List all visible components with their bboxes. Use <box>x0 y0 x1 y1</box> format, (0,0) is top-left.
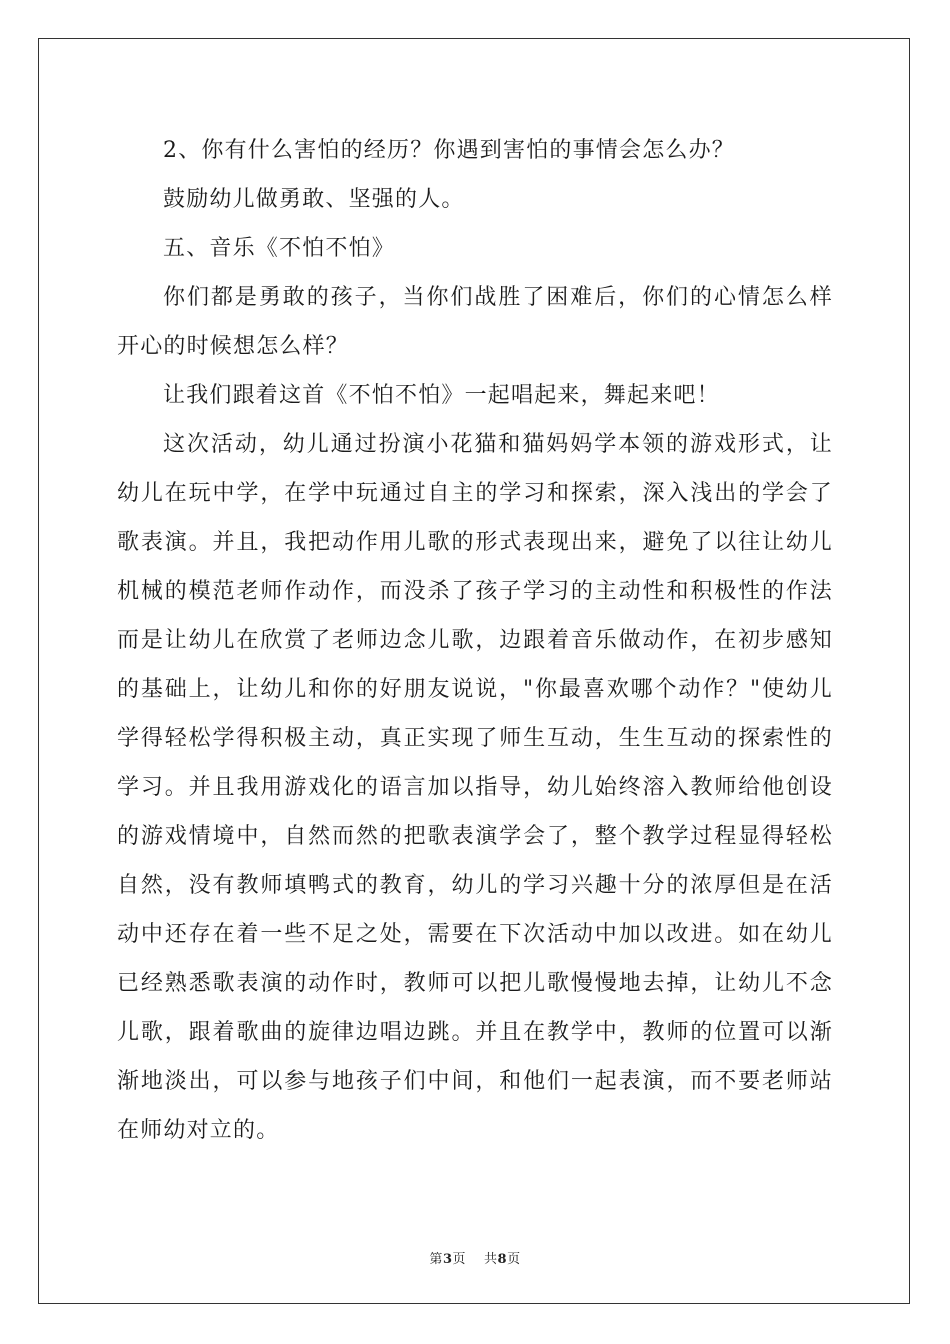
text-line: 的游戏情境中，自然而然的把歌表演学会了，整个教学过程显得轻松 <box>117 824 833 849</box>
text-line: 你们都是勇敢的孩子，当你们战胜了困难后，你们的心情怎么样 <box>163 285 833 310</box>
text-line: 的基础上，让幼儿和你的好朋友说说，"你最喜欢哪个动作？"使幼儿 <box>117 677 833 702</box>
total-suffix: 页 <box>507 1252 521 1267</box>
document-body <box>117 126 833 1155</box>
text-line: 机械的模范老师作动作，而没杀了孩子学习的主动性和积极性的作法 <box>117 579 833 604</box>
text-line: 自然，没有教师填鸭式的教育，幼儿的学习兴趣十分的浓厚但是在活 <box>117 873 833 898</box>
page-suffix: 页 <box>452 1252 466 1267</box>
text-line: 2、你有什么害怕的经历？你遇到害怕的事情会怎么办？ <box>163 138 735 163</box>
text-line: 五、音乐《不怕不怕》 <box>163 236 396 261</box>
text-line: 学习。并且我用游戏化的语言加以指导，幼儿始终溶入教师给他创设 <box>117 775 833 800</box>
text-line: 幼儿在玩中学，在学中玩通过自主的学习和探索，深入浅出的学会了 <box>117 481 833 506</box>
page-indicator <box>429 1252 466 1267</box>
page-footer <box>0 1248 950 1267</box>
text-line: 开心的时候想怎么样？ <box>117 334 350 359</box>
page-number: 3 <box>442 1252 453 1267</box>
text-line: 学得轻松学得积极主动，真正实现了师生互动，生生互动的探索性的 <box>117 726 833 751</box>
text-line: 渐地淡出，可以参与地孩子们中间，和他们一起表演，而不要老师站 <box>117 1069 833 1094</box>
text-line: 动中还存在着一些不足之处，需要在下次活动中加以改进。如在幼儿 <box>117 922 833 947</box>
page-prefix: 第 <box>429 1252 443 1267</box>
text-line: 鼓励幼儿做勇敢、坚强的人。 <box>163 187 465 212</box>
text-line: 让我们跟着这首《不怕不怕》一起唱起来，舞起来吧！ <box>163 383 720 408</box>
text-line: 在师幼对立的。 <box>117 1118 280 1143</box>
text-line: 已经熟悉歌表演的动作时，教师可以把儿歌慢慢地去掉，让幼儿不念 <box>117 971 833 996</box>
total-prefix: 共 <box>484 1252 498 1267</box>
text-line: 儿歌，跟着歌曲的旋律边唱边跳。并且在教学中，教师的位置可以渐 <box>117 1020 833 1045</box>
total-pages: 8 <box>497 1252 508 1267</box>
text-line: 这次活动，幼儿通过扮演小花猫和猫妈妈学本领的游戏形式，让 <box>163 432 833 457</box>
text-line: 而是让幼儿在欣赏了老师边念儿歌，边跟着音乐做动作，在初步感知 <box>117 628 833 653</box>
total-indicator <box>484 1252 521 1267</box>
text-line: 歌表演。并且，我把动作用儿歌的形式表现出来，避免了以往让幼儿 <box>117 530 833 555</box>
